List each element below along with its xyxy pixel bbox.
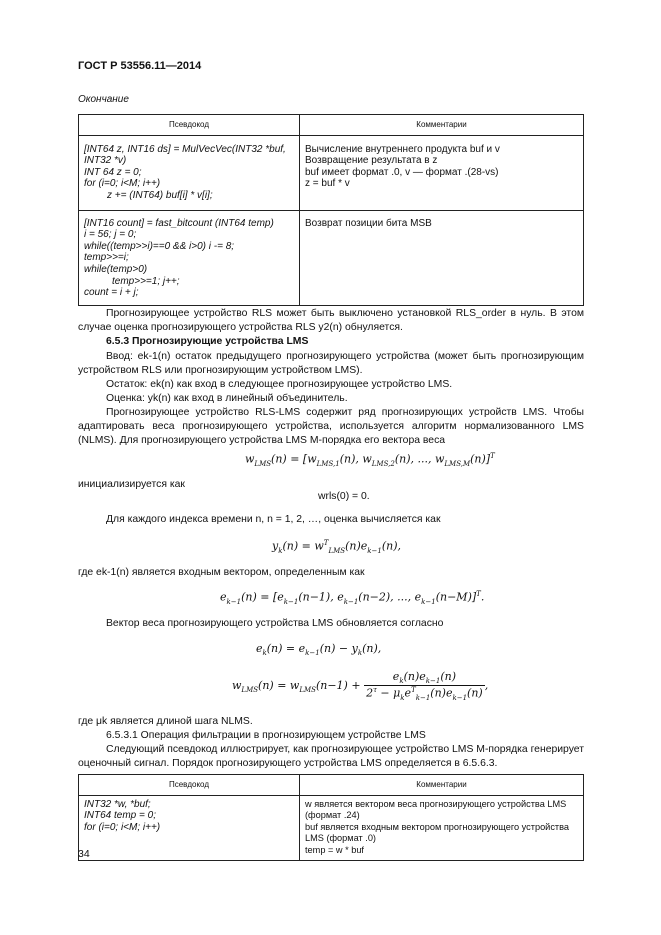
code-line: for (i=0; i<M; i++) <box>84 821 161 833</box>
table1-row1-code <box>79 135 300 210</box>
table1-row2-comment <box>300 210 584 305</box>
code-line: for (i=0; i<M; i++) <box>84 178 161 190</box>
paragraph-update: Вектор веса прогнозирующего устройства LMS обновляется согласно <box>106 618 444 629</box>
comment-line: Возврат позиции бита MSB <box>305 217 432 229</box>
standard-header: ГОСТ Р 53556.11—2014 <box>78 60 202 72</box>
equation-input-vector: $e_{k-1}(n) = [e_{k-1}(n-1)$, $e_{k-1}(n-2)$, ..., $e_{k-1}(n-M)]^T$. <box>220 590 485 606</box>
equation-residual: $e_k(n) = e_{k-1}(n) - y_k(n)$, <box>256 642 382 658</box>
pseudocode-table-2 <box>78 774 584 861</box>
paragraph-pseudocode-intro: Следующий псевдокод иллюстрирует, как прогнозирующее устройство LMS M-порядка генерирует оценочный сигнал. Порядок прогнозирующего устройства LMS определяется в 6.5.6.3. <box>78 744 584 769</box>
table1-row1-comment <box>300 135 584 210</box>
table2-code <box>79 795 300 860</box>
code-line: [INT64 z, INT16 ds] = MulVecVec(INT32 *buf, <box>84 143 286 155</box>
code-line: [INT16 count] = fast_bitcount (INT64 temp) <box>84 217 274 229</box>
table1-header-comments: Комментарии <box>300 115 584 136</box>
paragraph-each-time: Для каждого индекса времени n, n = 1, 2, …, оценка вычисляется как <box>106 514 441 525</box>
comment-line: z = buf * v <box>305 178 350 190</box>
paragraph-estimate: Оценка: yk(n) как вход в линейный объединитель. <box>106 393 348 404</box>
comment-line: Вычисление внутреннего продукта buf и v <box>305 143 500 155</box>
paragraph-where-mu: где μk является длиной шага NLMS. <box>78 716 253 727</box>
comment-line: buf имеет формат .0, v — формат .(28-vs) <box>305 166 499 178</box>
table-row <box>79 795 584 860</box>
table2-header-comments: Комментарии <box>300 775 584 796</box>
code-line: z += (INT64) buf[i] * v[i]; <box>107 189 213 201</box>
equation-init: wrls(0) = 0. <box>318 491 370 502</box>
code-line: INT 64 z = 0; <box>84 166 142 178</box>
pseudocode-table-1 <box>78 114 584 306</box>
equation-estimate: $y_k(n) = w^T_{LMS}(n)e_{k-1}(n)$, <box>272 539 401 555</box>
page-number: 34 <box>78 848 90 860</box>
code-line: while(temp>0) <box>84 263 148 275</box>
equation-weight-vector: $w_{LMS}(n) = [w_{LMS,1}(n)$, $w_{LMS,2}(n)$, ..., $w_{LMS,M}(n)]^T$ <box>245 452 495 468</box>
code-line: count = i + j; <box>84 287 139 299</box>
table2-header-pseudocode: Псевдокод <box>79 775 300 796</box>
table1-header-pseudocode: Псевдокод <box>79 115 300 136</box>
paragraph-rls-off: Прогнозирующее устройство RLS может быть выключено установкой RLS_order в нуль. В этом случае оценка прогнозирующего устройства RLS y2(n) обнуляется. <box>78 308 584 333</box>
table-row <box>79 210 584 305</box>
comment-line: w является вектором веса прогнозирующего устройства LMS (формат .24) <box>305 798 567 821</box>
comment-line: temp = w * buf <box>305 844 364 855</box>
table1-row2-code <box>79 210 300 305</box>
section-heading-6-5-3: 6.5.3 Прогнозирующие устройства LMS <box>106 336 309 347</box>
paragraph-init: инициализируется как <box>78 479 185 490</box>
equation-weight-update: $w_{LMS}(n) = w_{LMS}(n-1)$ + $\frac{e_k(n)e_{k-1}(n)}{2^\tau - \mu_ke^T_{k-1}(n)e_{k-1}(n)}$ , <box>232 670 489 703</box>
code-line: while((temp>>i)==0 && i>0) i -= 8; <box>84 240 235 252</box>
code-line: INT32 *v) <box>84 155 127 167</box>
code-line: INT32 *w, *buf; <box>84 798 151 810</box>
paragraph-where-e: где ek-1(n) является входным вектором, определенным как <box>78 567 365 578</box>
code-line: temp>>=1; j++; <box>112 275 180 287</box>
paragraph-input: Ввод: ek-1(n) остаток предыдущего прогнозирующего устройства (может быть прогнозирующим устройством RLS или прогнозирующим устройством LMS). <box>78 351 584 376</box>
paragraph-residual: Остаток: ek(n) как вход в следующее прогнозирующее устройство LMS. <box>106 379 453 390</box>
section-heading-6-5-3-1: 6.5.3.1 Операция фильтрации в прогнозирующем устройстве LMS <box>106 730 426 741</box>
comment-line: buf является входным вектором прогнозирующего устройства LMS (формат .0) <box>305 821 570 844</box>
table2-comment <box>300 795 584 860</box>
table-row <box>79 135 584 210</box>
comment-line: Возвращение результата в z <box>305 155 438 167</box>
code-line: INT64 temp = 0; <box>84 810 156 822</box>
paragraph-rls-lms: Прогнозирующее устройство RLS-LMS содержит ряд прогнозирующих устройств LMS. Чтобы адаптировать веса прогнозирующего устройства, используется алгоритм нормализованного LMS (NLMS). Для прогнозирующего устройства LMS M-порядка его вектора веса <box>78 407 584 446</box>
continuation-label: Окончание <box>78 94 129 105</box>
code-line: i = 56; j = 0; <box>84 229 137 241</box>
code-line: temp>>=i; <box>84 252 129 264</box>
